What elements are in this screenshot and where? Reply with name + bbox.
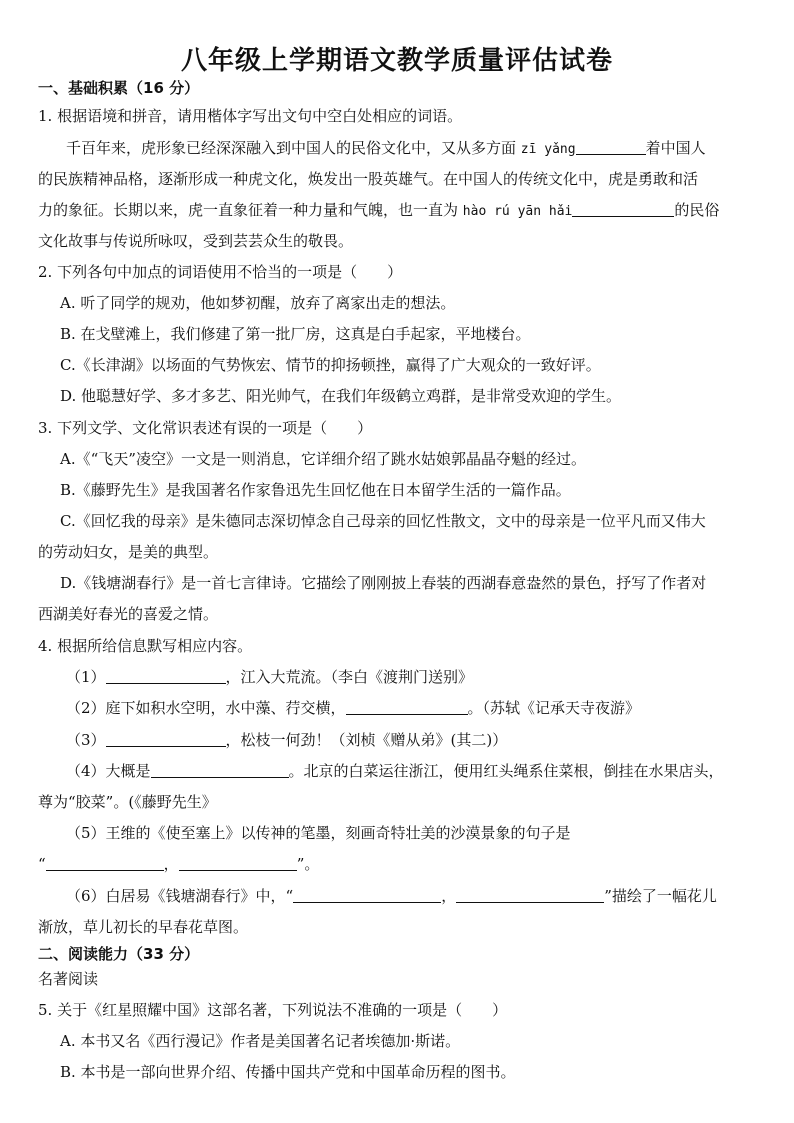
question-4-item-5-answer: “ ， ”。 bbox=[38, 855, 320, 873]
question-1-passage-line-3: 力的象征。长期以来，虎一直象征着一种力量和气魄，也一直为 hào rú yān hǎi 的民俗 bbox=[38, 201, 720, 219]
question-1-stem: 1. 根据语境和拼音，请用楷体字写出文句中空白处相应的词语。 bbox=[38, 107, 463, 125]
section-heading-basics: 一、基础积累（16 分） bbox=[38, 79, 200, 97]
question-5-option-b: B. 本书是一部向世界介绍、传播中国共产党和中国革命历程的图书。 bbox=[60, 1063, 516, 1081]
question-3-option-b: B.《藤野先生》是我国著名作家鲁迅先生回忆他在日本留学生活的一篇作品。 bbox=[60, 481, 571, 499]
question-1-passage-line-2: 的民族精神品格，逐渐形成一种虎文化，焕发出一股英雄气。在中国人的传统文化中，虎是勇敢和活 bbox=[38, 170, 699, 188]
question-2-option-c: C.《长津湖》以场面的气势恢宏、情节的抑扬顿挫，赢得了广大观众的一致好评。 bbox=[60, 356, 601, 374]
question-5-option-a: A. 本书又名《西行漫记》作者是美国著名记者埃德加·斯诺。 bbox=[60, 1032, 461, 1050]
pinyin-haoruyanhai: hào rú yān hǎi bbox=[462, 204, 573, 219]
question-2-option-a: A. 听了同学的规劝，他如梦初醒，放弃了离家出走的想法。 bbox=[60, 294, 456, 312]
question-3-option-c-line-2: 的劳动妇女，是美的典型。 bbox=[38, 543, 219, 561]
answer-blank-4-5b[interactable] bbox=[179, 854, 297, 871]
answer-blank-4-5a[interactable] bbox=[46, 854, 164, 871]
question-4-item-4-continued: 尊为“胶菜”。(《藤野先生》 bbox=[38, 793, 217, 811]
section-heading-reading: 二、阅读能力（33 分） bbox=[38, 945, 200, 963]
question-4-item-2: （2）庭下如积水空明，水中藻、荇交横， 。（苏轼《记承天寺夜游》 bbox=[66, 699, 641, 717]
question-4-item-6: （6）白居易《钱塘湖春行》中，“ ， ”描绘了一幅花儿 bbox=[66, 887, 717, 905]
pinyin-ziyang: zī yǎng bbox=[520, 142, 576, 157]
question-1-passage-line-4: 文化故事与传说所咏叹，受到芸芸众生的敬畏。 bbox=[38, 232, 354, 250]
answer-blank-4-6b[interactable] bbox=[456, 886, 604, 903]
answer-blank-4-1[interactable] bbox=[106, 667, 226, 684]
question-4-item-5: （5）王维的《使至塞上》以传神的笔墨，刻画奇特壮美的沙漠景象的句子是 bbox=[66, 824, 571, 842]
answer-blank-2[interactable] bbox=[572, 200, 674, 217]
question-4-item-6-continued: 渐放，草儿初长的早春花草图。 bbox=[38, 918, 249, 936]
question-2-stem: 2. 下列各句中加点的词语使用不恰当的一项是（ ） bbox=[38, 263, 403, 281]
question-4-item-4: （4）大概是 。北京的白菜运往浙江，便用红头绳系住菜根，倒挂在水果店头， bbox=[66, 762, 724, 780]
answer-blank-1[interactable] bbox=[576, 138, 646, 155]
question-4-stem: 4. 根据所给信息默写相应内容。 bbox=[38, 637, 253, 655]
question-4-item-3: （3） ，松枝一何劲！（刘桢《赠从弟》(其二)） bbox=[66, 731, 508, 749]
question-3-option-a: A.《“飞天”凌空》一文是一则消息，它详细介绍了跳水姑娘郭晶晶夺魁的经过。 bbox=[60, 450, 586, 468]
subsection-classic-reading: 名著阅读 bbox=[38, 970, 99, 988]
question-2-option-d: D. 他聪慧好学、多才多艺、阳光帅气，在我们年级鹤立鸡群，是非常受欢迎的学生。 bbox=[60, 387, 622, 405]
exam-title: 八年级上学期语文教学质量评估试卷 bbox=[180, 46, 613, 76]
answer-blank-4-4[interactable] bbox=[151, 761, 289, 778]
answer-blank-4-3[interactable] bbox=[106, 730, 226, 747]
question-3-stem: 3. 下列文学、文化常识表述有误的一项是（ ） bbox=[38, 419, 373, 437]
question-2-option-b: B. 在戈壁滩上，我们修建了第一批厂房，这真是白手起家，平地楼台。 bbox=[60, 325, 531, 343]
question-4-item-1: （1） ，江入大荒流。（李白《渡荆门送别》 bbox=[66, 668, 474, 686]
question-3-option-c-line-1: C.《回忆我的母亲》是朱德同志深切悼念自己母亲的回忆性散文，文中的母亲是一位平凡而又伟大 bbox=[60, 512, 706, 530]
question-3-option-d-line-1: D.《钱塘湖春行》是一首七言律诗。它描绘了刚刚披上春装的西湖春意盎然的景色，抒写了作者对 bbox=[60, 574, 707, 592]
answer-blank-4-6a[interactable] bbox=[293, 886, 441, 903]
question-1-passage-line-1: 千百年来，虎形象已经深深融入到中国人的民俗文化中，又从多方面 zī yǎng 着中国人 bbox=[66, 139, 706, 157]
question-5-stem: 5. 关于《红星照耀中国》这部名著，下列说法不准确的一项是（ ） bbox=[38, 1001, 508, 1019]
question-3-option-d-line-2: 西湖美好春光的喜爱之情。 bbox=[38, 605, 219, 623]
answer-blank-4-2[interactable] bbox=[346, 698, 468, 715]
